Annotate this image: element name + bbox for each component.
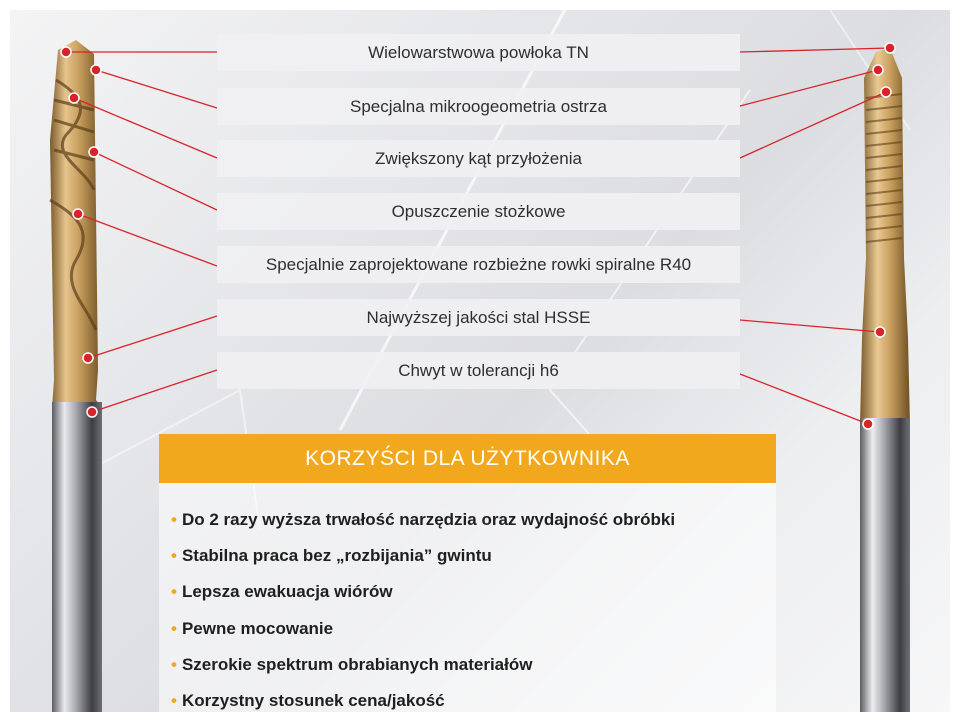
benefit-text: Pewne mocowanie: [181, 619, 334, 638]
feature-label-text: Najwyższej jakości stal HSSE: [366, 307, 591, 327]
feature-label-text: Zwiększony kąt przyłożenia: [375, 148, 582, 168]
spiral-tap-image: [36, 40, 126, 712]
feature-label-text: Opuszczenie stożkowe: [391, 201, 566, 221]
feature-label-text: Chwyt w tolerancji h6: [398, 360, 559, 380]
list-item: [171, 510, 675, 530]
feature-label-text: Wielowarstwowa powłoka TN: [368, 42, 589, 62]
feature-label-back-taper: [217, 193, 740, 230]
bullet-icon: •: [171, 510, 177, 529]
list-item: [171, 546, 492, 566]
product-panel: [10, 10, 950, 712]
list-item: [171, 655, 532, 675]
straight-tap-image: [846, 38, 926, 712]
feature-label-coating: [217, 34, 740, 71]
feature-label-edge-geometry: [217, 88, 740, 125]
feature-label-shank: [217, 352, 740, 389]
benefits-title: KORZYŚCI DLA UŻYTKOWNIKA: [305, 446, 630, 470]
feature-label-clearance-angle: [217, 140, 740, 177]
benefits-heading: [159, 434, 776, 483]
bullet-icon: •: [171, 546, 177, 565]
feature-label-text: Specjalnie zaprojektowane rozbieżne rowki spiralne R40: [265, 254, 692, 274]
bullet-icon: •: [171, 582, 177, 601]
feature-label-text: Specjalna mikroogeometria ostrza: [349, 96, 607, 116]
list-item: [171, 582, 393, 602]
bullet-icon: •: [171, 691, 177, 710]
benefit-text: Korzystny stosunek cena/jakość: [181, 691, 445, 710]
feature-label-spiral-flutes: [217, 246, 740, 283]
list-item: [171, 691, 445, 711]
bullet-icon: •: [171, 619, 177, 638]
benefit-text: Stabilna praca bez „rozbijania” gwintu: [181, 546, 492, 565]
bullet-icon: •: [171, 655, 177, 674]
list-item: [171, 619, 333, 639]
benefits-list: [159, 483, 776, 712]
benefit-text: Lepsza ewakuacja wiórów: [181, 582, 393, 601]
feature-label-steel: [217, 299, 740, 336]
benefit-text: Szerokie spektrum obrabianych materiałów: [181, 655, 533, 674]
benefit-text: Do 2 razy wyższa trwałość narzędzia oraz wydajność obróbki: [181, 510, 676, 529]
